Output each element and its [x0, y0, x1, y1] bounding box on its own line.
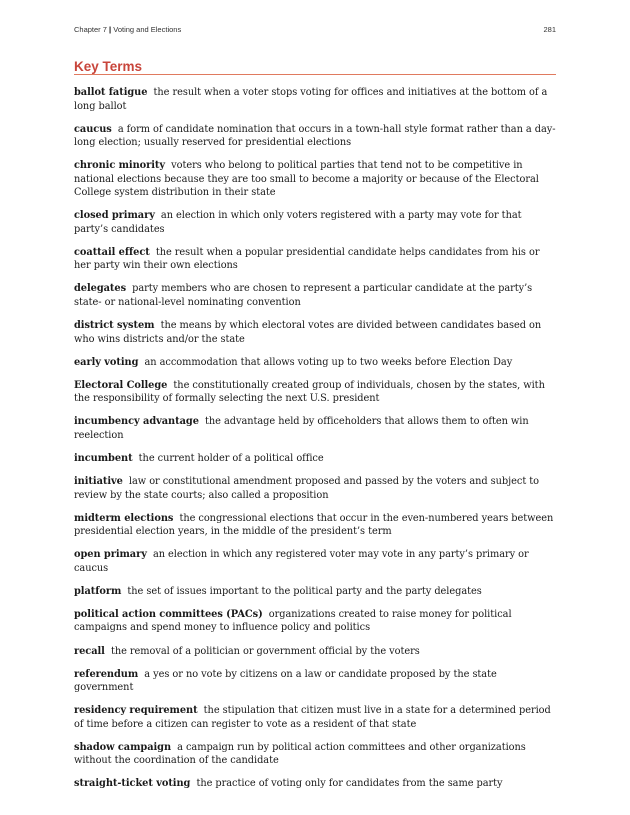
- term-name: early voting: [74, 356, 139, 368]
- term-definition: the advantage held by officeholders that allows them to often win reelection: [74, 416, 529, 441]
- term-definition: the constitutionally created group of individuals, chosen by the states, with the responsibility of formally selecting the next U.S. president: [74, 379, 545, 405]
- term-definition: an election in which only voters registered with a party may vote for that party’s candidates: [74, 210, 522, 235]
- glossary-entry: [74, 668, 556, 695]
- glossary-entry: [74, 475, 556, 502]
- term-name: straight-ticket voting: [74, 778, 191, 790]
- glossary-entry: [74, 246, 556, 273]
- term-name: open primary: [74, 549, 147, 561]
- term-definition: the result when a popular presidential candidate helps candidates from his or her party win their own elections: [74, 246, 540, 272]
- glossary-entry: [74, 379, 556, 406]
- term-name: initiative: [74, 476, 123, 488]
- term-name: political action committees (PACs): [74, 608, 263, 620]
- term-name: midterm elections: [74, 512, 174, 524]
- term-name: shadow campaign: [74, 741, 172, 753]
- term-name: caucus: [74, 123, 112, 135]
- term-name: platform: [74, 585, 122, 597]
- term-name: chronic minority: [74, 160, 166, 172]
- glossary-entry: [74, 452, 556, 466]
- term-definition: the current holder of a political office: [138, 452, 324, 464]
- glossary-entry: [74, 123, 556, 150]
- term-name: delegates: [74, 283, 127, 295]
- term-definition: the stipulation that citizen must live in a state for a determined period of time before a citizen can register to vote as a resident of that state: [74, 705, 551, 730]
- glossary-entry: [74, 159, 556, 200]
- glossary-entry: [74, 585, 556, 599]
- term-definition: a form of candidate nomination that occurs in a town-hall style format rather than a day-long election; usually reserved for presidential elections: [74, 123, 556, 149]
- term-name: Electoral College: [74, 379, 168, 391]
- glossary-entry: [74, 777, 556, 791]
- term-definition: a yes or no vote by citizens on a law or candidate proposed by the state government: [74, 668, 497, 694]
- term-name: closed primary: [74, 210, 155, 222]
- term-definition: the means by which electoral votes are divided between candidates based on who wins districts and/or the state: [74, 320, 542, 345]
- glossary-entry: [74, 356, 556, 370]
- title-divider: [74, 74, 556, 75]
- term-name: referendum: [74, 668, 139, 680]
- glossary-entry: [74, 645, 556, 659]
- term-name: ballot fatigue: [74, 87, 148, 98]
- chapter-title: Voting and Elections: [113, 25, 182, 34]
- term-name: district system: [74, 320, 155, 332]
- glossary-entry: [74, 86, 556, 113]
- term-name: incumbency advantage: [74, 416, 199, 428]
- glossary-entry: [74, 319, 556, 346]
- term-definition: a campaign run by political action committees and other organizations without the coordination of the candidate: [74, 741, 526, 767]
- chapter-label: [74, 25, 181, 34]
- term-definition: voters who belong to political parties that tend not to be competitive in national elections because they are too small to become a majority or because of the Electoral College system distribution in their state: [74, 160, 539, 199]
- term-name: coattail effect: [74, 246, 150, 258]
- glossary-entry: [74, 282, 556, 309]
- term-definition: organizations created to raise money for political campaigns and spend money to influence policy and politics: [74, 608, 512, 634]
- section-title: Key Terms: [74, 59, 143, 74]
- glossary-entry: [74, 415, 556, 442]
- term-name: recall: [74, 645, 105, 657]
- glossary-entry: [74, 741, 556, 768]
- glossary-entry: [74, 704, 556, 731]
- page-number: 281: [543, 25, 556, 34]
- running-header: [74, 25, 556, 37]
- glossary-entry: [74, 512, 556, 539]
- term-name: incumbent: [74, 452, 133, 464]
- term-definition: the congressional elections that occur in the even-numbered years between presidential election years, in the middle of the president’s term: [74, 512, 554, 538]
- key-terms-list: [74, 86, 556, 800]
- term-definition: the practice of voting only for candidates from the same party: [196, 778, 503, 790]
- term-definition: the set of issues important to the political party and the party delegates: [127, 585, 482, 597]
- term-definition: an accommodation that allows voting up to two weeks before Election Day: [144, 356, 513, 368]
- glossary-entry: [74, 608, 556, 635]
- term-definition: party members who are chosen to represent a particular candidate at the party’s state- or national-level nominating convention: [74, 283, 533, 308]
- chapter-number: Chapter 7: [74, 25, 107, 34]
- header-separator: |: [109, 25, 112, 34]
- term-name: residency requirement: [74, 705, 198, 717]
- glossary-entry: [74, 548, 556, 575]
- term-definition: law or constitutional amendment proposed and passed by the voters and subject to review by the state courts; also called a proposition: [74, 476, 539, 501]
- term-definition: the removal of a politician or government official by the voters: [110, 645, 420, 657]
- term-definition: the result when a voter stops voting for offices and initiatives at the bottom of a long ballot: [74, 87, 548, 112]
- term-definition: an election in which any registered voter may vote in any party’s primary or caucus: [74, 549, 529, 574]
- glossary-entry: [74, 209, 556, 236]
